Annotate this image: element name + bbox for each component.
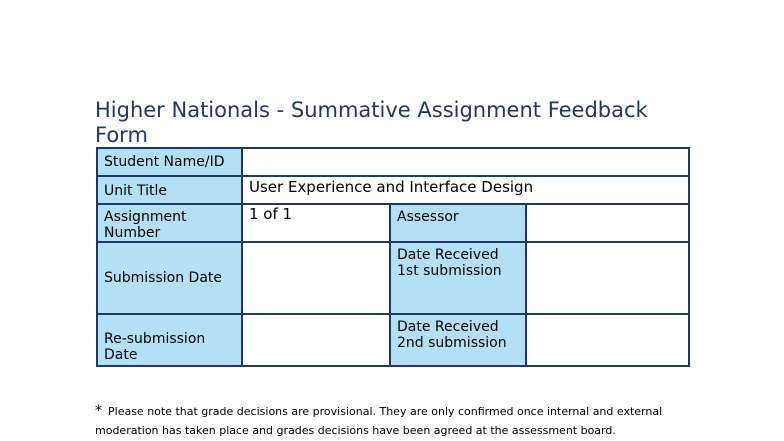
assessor-field[interactable] — [526, 204, 689, 242]
submission-date-field[interactable] — [242, 242, 390, 314]
resubmission-date-label: Re-submission Date — [97, 314, 242, 366]
student-name-row — [97, 148, 689, 176]
student-name-field[interactable] — [242, 148, 689, 176]
assessor-label: Assessor — [390, 204, 526, 242]
date-received-2-label: Date Received 2nd submission — [390, 314, 526, 366]
date-received-2-field[interactable] — [526, 314, 689, 366]
assignment-number-field[interactable]: 1 of 1 — [242, 204, 390, 242]
date-received-1-field[interactable] — [526, 242, 689, 314]
assignment-number-row — [97, 204, 689, 242]
unit-title-label: Unit Title — [97, 176, 242, 204]
note-marker: * — [95, 403, 102, 419]
unit-title-field[interactable]: User Experience and Interface Design — [242, 176, 689, 204]
resubmission-date-row — [97, 314, 689, 366]
grade-note — [95, 402, 695, 440]
resubmission-date-field[interactable] — [242, 314, 390, 366]
feedback-form-table — [96, 147, 690, 367]
submission-date-row — [97, 242, 689, 314]
student-name-label: Student Name/ID — [97, 148, 242, 176]
submission-date-label: Submission Date — [97, 242, 242, 314]
date-received-1-label: Date Received 1st submission — [390, 242, 526, 314]
assignment-number-label: Assignment Number — [97, 204, 242, 242]
note-text: Please note that grade decisions are provisional. They are only confirmed once internal and external moderation has taken place and grades decisions have been agreed at the assessment board. — [95, 405, 663, 437]
form-title: Higher Nationals - Summative Assignment Feedback Form — [95, 98, 648, 147]
unit-title-row — [97, 176, 689, 204]
